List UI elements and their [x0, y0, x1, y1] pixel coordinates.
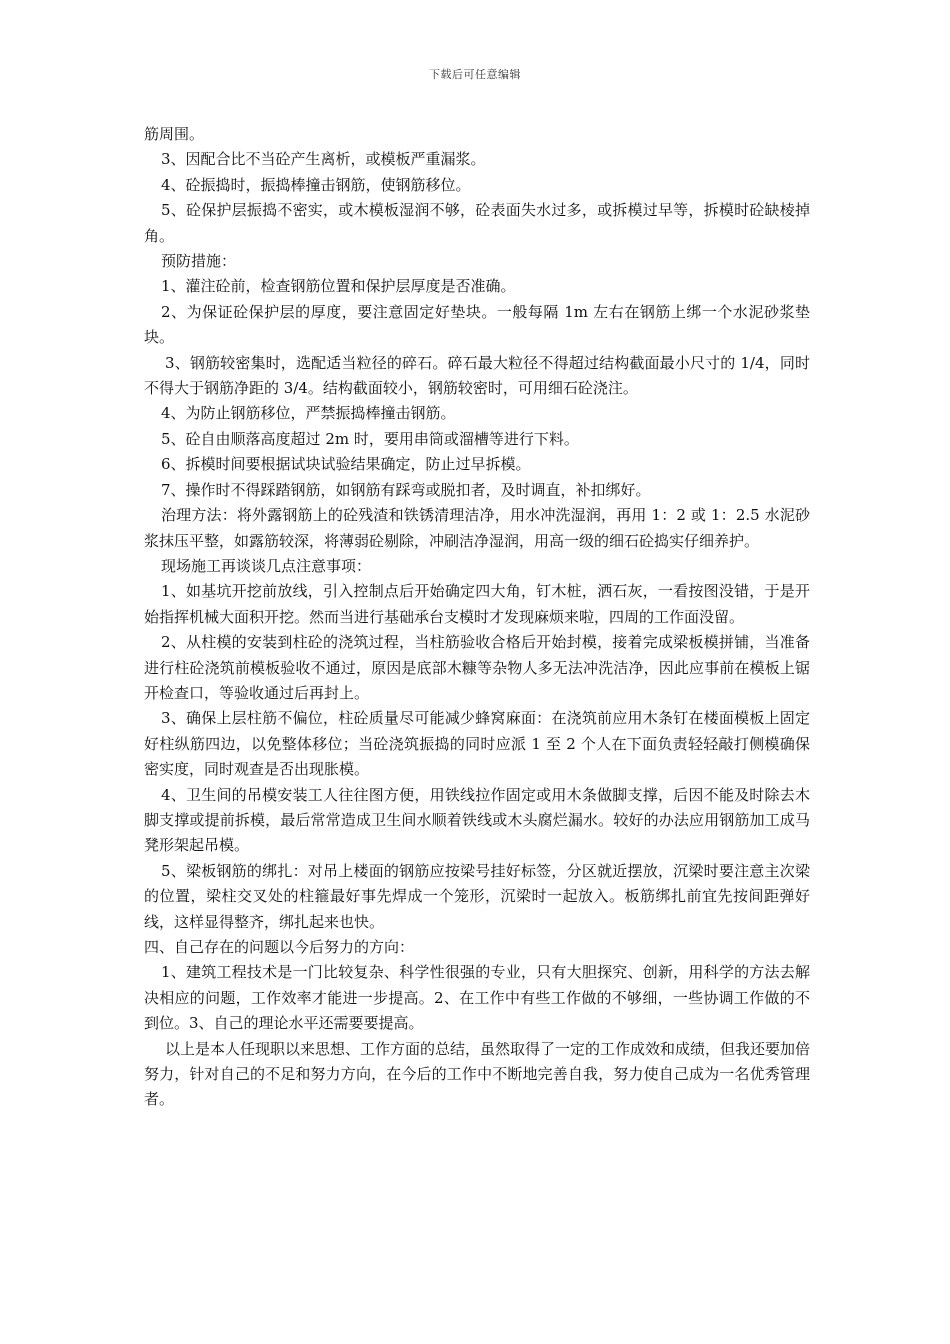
paragraph: 6、拆模时间要根据试块试验结果确定，防止过早拆模。 — [161, 455, 531, 474]
paragraph: 现场施工再谈谈几点注意事项： — [161, 556, 372, 575]
paragraph: 2、为保证砼保护层的厚度，要注意固定好垫块。一般每隔 1m 左右在钢筋上绑一个水泥砂浆垫块。 — [144, 302, 810, 347]
paragraph: 4、为防止钢筋移位，严禁振捣棒撞击钢筋。 — [161, 404, 456, 423]
paragraph: 3、确保上层柱筋不偏位，柱砼质量尽可能减少蜂窝麻面：在浇筑前应用木条钉在楼面模板上固定好柱纵筋四边，以免整体移位；当砼浇筑振捣的同时应派 1 至 2 个人在下面负责轻轻敲打侧模确保密实度，同时观查是否出现胀模。 — [144, 709, 810, 779]
document-body — [144, 122, 810, 1113]
paragraph: 1、如基坑开挖前放线，引入控制点后开始确定四大角，钉木桩，洒石灰，一看按图没错，于是开始指挥机械大面积开挖。然而当进行基础承台支模时才发现麻烦来啦，四周的工作面没留。 — [144, 582, 810, 626]
paragraph: 预防措施： — [161, 252, 237, 271]
paragraph: 治理方法：将外露钢筋上的砼残渣和铁锈清理洁净，用水冲洗湿润，再用 1：2 或 1：2.5 水泥砂浆抹压平整，如露筋较深，将薄弱砼剔除，冲刷洁净湿润，用高一级的细石砼捣实仔细养护。 — [144, 506, 810, 550]
paragraph: 1、建筑工程技术是一门比较复杂、科学性很强的专业，只有大胆探究、创新，用科学的方法去解决相应的问题，工作效率才能进一步提高。2、在工作中有些工作做的不够细，一些协调工作做的不到位。3、自己的理论水平还需要要提高。 — [144, 963, 810, 1033]
paragraph: 以上是本人任现职以来思想、工作方面的总结，虽然取得了一定的工作成效和成绩，但我还要加倍努力，针对自己的不足和努力方向，在今后的工作中不断地完善自我，努力使自己成为一名优秀管理者。 — [144, 1039, 811, 1109]
paragraph: 2、从柱模的安装到柱砼的浇筑过程，当柱筋验收合格后开始封模，接着完成梁板模拼铺，当准备进行柱砼浇筑前模板验收不通过，原因是底部木糠等杂物人多无法冲洗洁净，因此应事前在模板上锯开检查口，等验收通过后再封上。 — [144, 633, 810, 702]
paragraph: 5、砼自由顺落高度超过 2m 时，要用串筒或溜槽等进行下料。 — [161, 429, 579, 448]
paragraph: 1、灌注砼前，检查钢筋位置和保护层厚度是否准确。 — [161, 277, 516, 296]
page-header: 下载后可任意编辑 — [429, 68, 521, 81]
paragraph: 3、因配合比不当砼产生离析，或模板严重漏浆。 — [161, 150, 486, 169]
paragraph: 5、砼保护层振捣不密实，或木模板湿润不够，砼表面失水过多，或拆模过早等，拆模时砼缺棱掉角。 — [144, 201, 810, 245]
section-heading: 四、自己存在的问题以今后努力的方向： — [144, 938, 415, 956]
paragraph: 7、操作时不得踩踏钢筋，如钢筋有踩弯或脱扣者，及时调直，补扣绑好。 — [161, 480, 651, 499]
paragraph: 4、砼振捣时，振捣棒撞击钢筋，使钢筋移位。 — [161, 175, 471, 194]
paragraph: 4、卫生间的吊模安装工人往往图方便，用铁线拉作固定或用木条做脚支撑，后因不能及时除去木脚支撑或提前拆模，最后常常造成卫生间水顺着铁线或木头腐烂漏水。较好的办法应用钢筋加工成马凳形架起吊模。 — [144, 785, 810, 855]
paragraph: 筋周围。 — [144, 125, 205, 143]
paragraph: 3、钢筋较密集时，选配适当粒径的碎石。碎石最大粒径不得超过结构截面最小尺寸的 1/4，同时不得大于钢筋净距的 3/4。结构截面较小，钢筋较密时，可用细石砼浇注。 — [144, 353, 810, 398]
paragraph: 5、梁板钢筋的绑扎：对吊上楼面的钢筋应按梁号挂好标签，分区就近摆放，沉梁时要注意主次梁的位置，梁柱交叉处的柱箍最好事先焊成一个笼形，沉梁时一起放入。板筋绑扎前宜先按间距弹好线，这样显得整齐，绑扎起来也快。 — [144, 861, 810, 931]
